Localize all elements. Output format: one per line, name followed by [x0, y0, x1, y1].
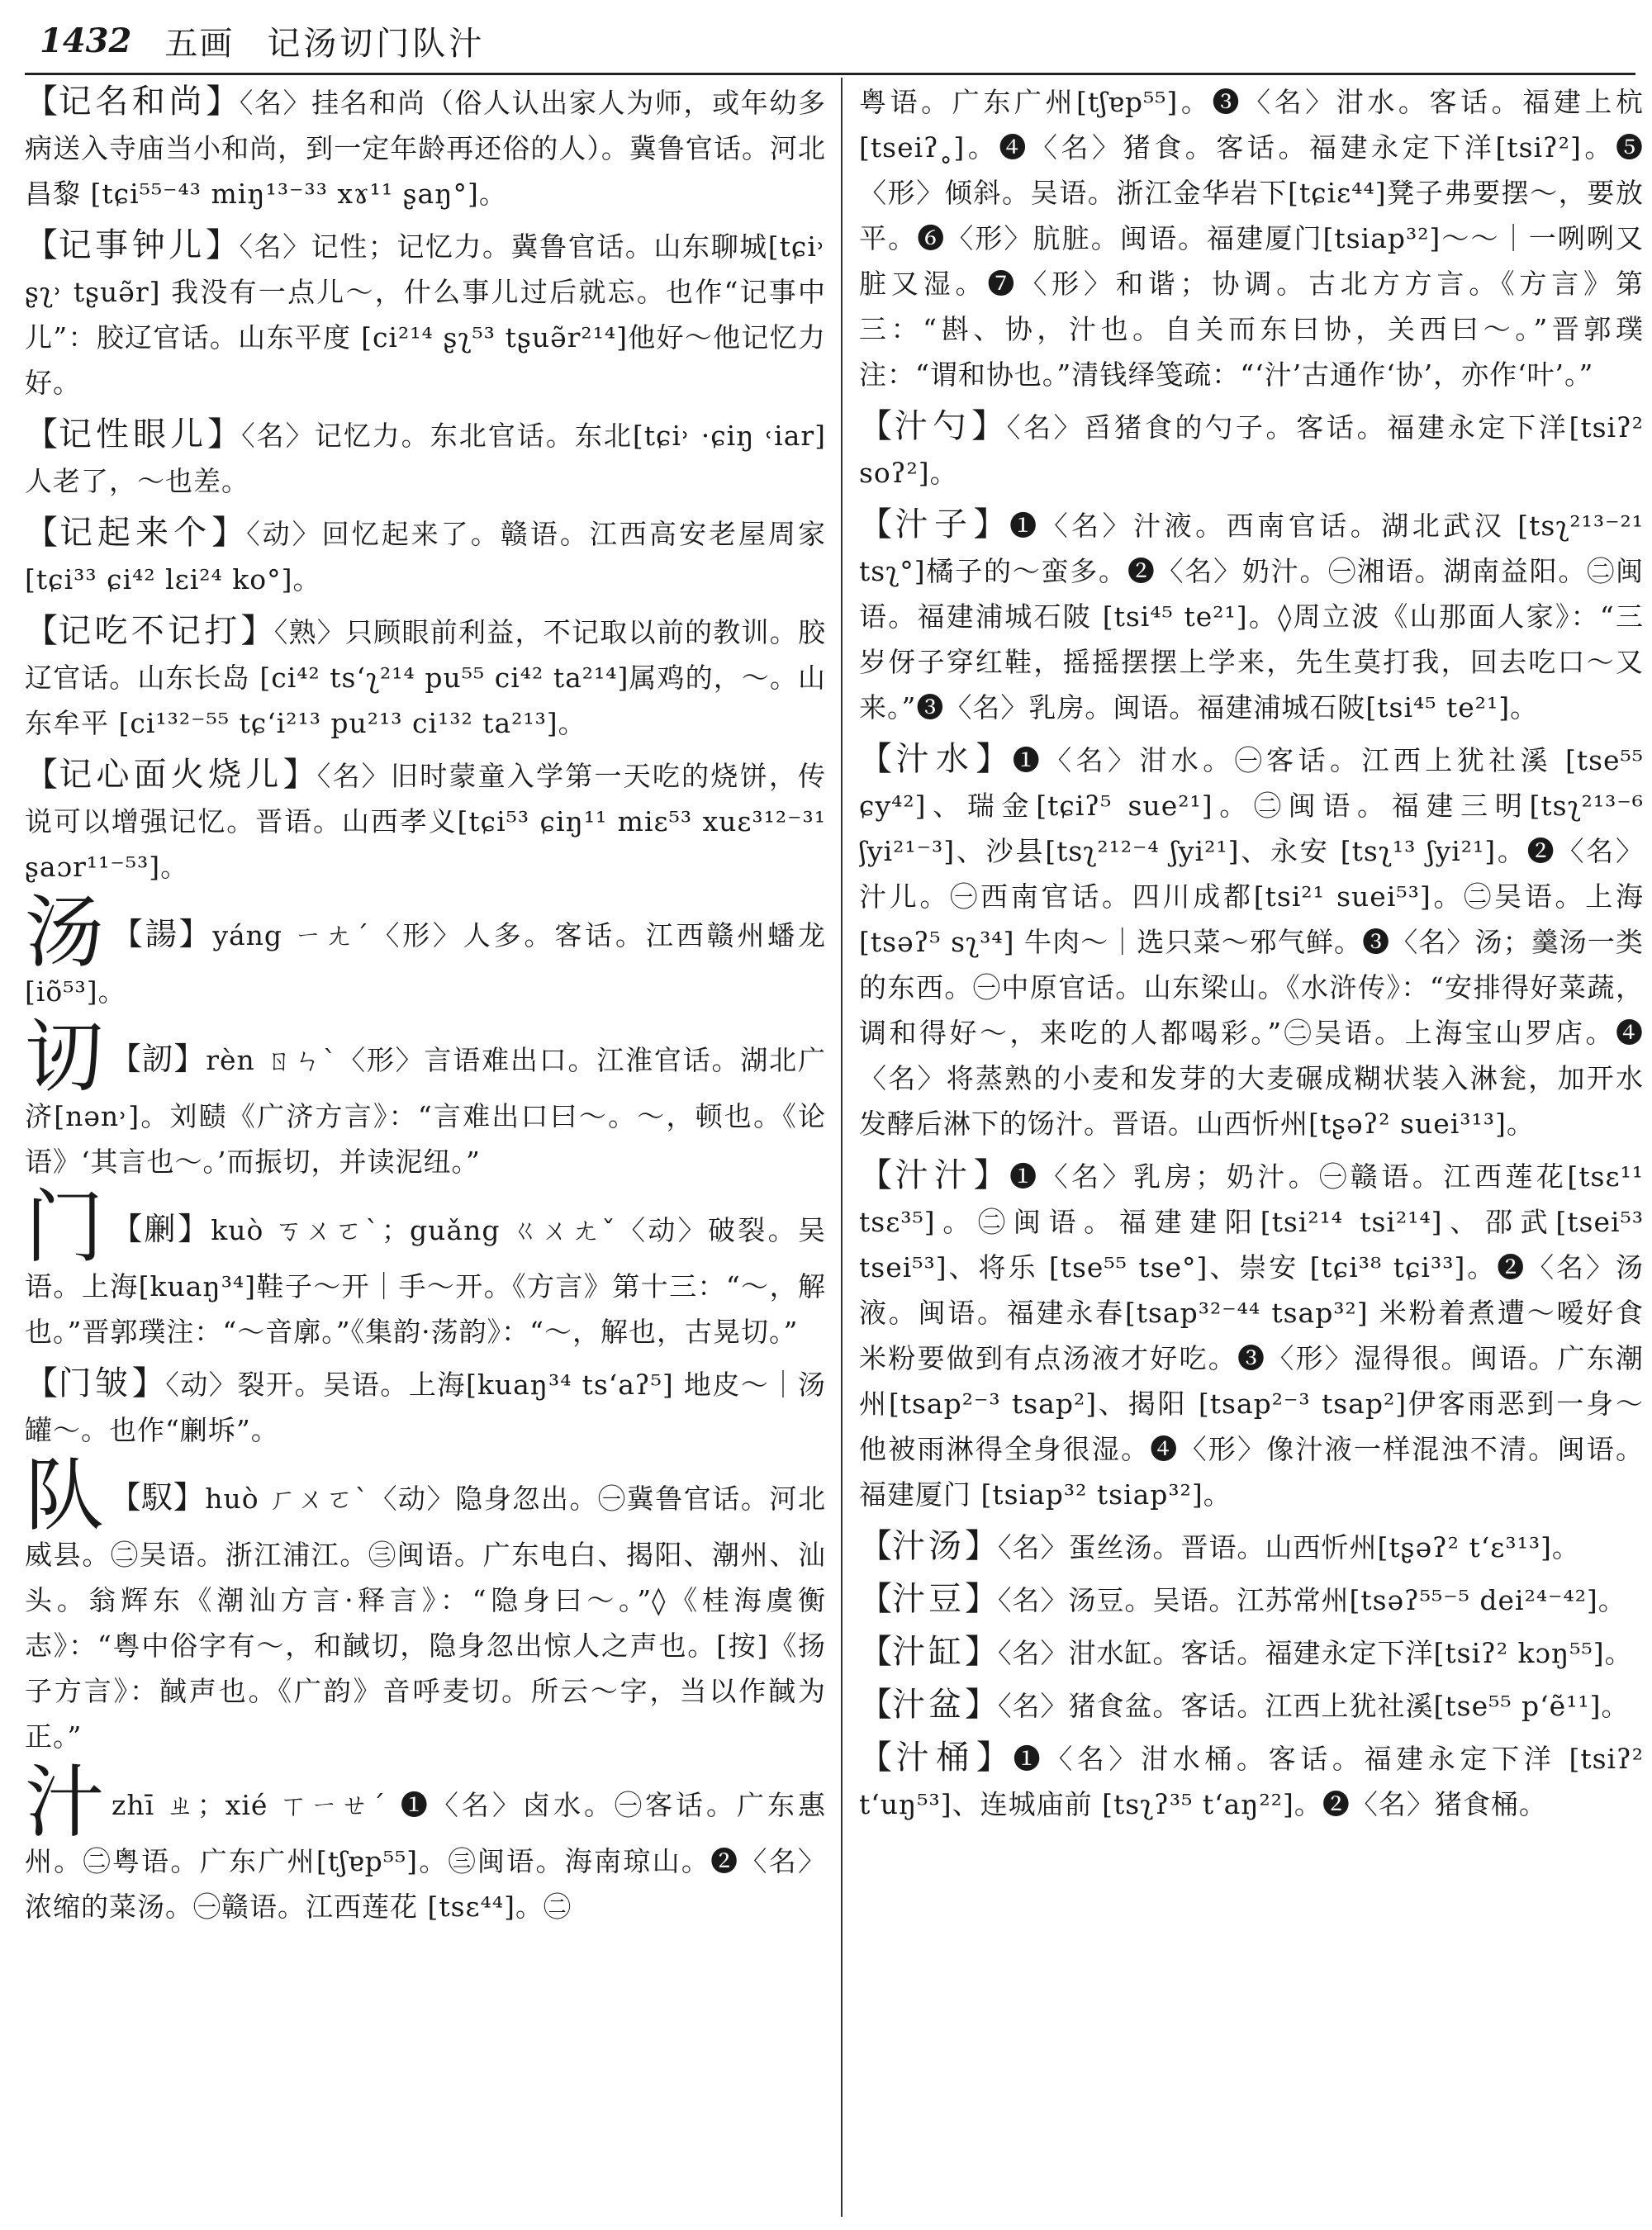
entry-definition: ❶〈名〉乳房；奶汁。㊀赣语。江西莲花[tsɛ¹¹ tsɛ³⁵]。㊁闽语。福建建阳[tsi²¹⁴ tsi²¹⁴]、邵武[tsei⁵³ tsei⁵³]、将乐 [tse⁵⁵ tse°]、崇安 [tɕi³⁸ tɕi³³]。❷〈名〉汤液。闽语。福建永春[tsap³²⁻⁴⁴ tsap³²] 米粉着煮遭～嗳好食米粉要做到有点汤液才好吃。❸〈形〉湿得很。闽语。广东潮州[tsap²⁻³ tsap²]、揭阳 [tsap²⁻³ tsap²]伊客雨恶到一身～他被雨淋得全身很湿。❹〈形〉像汁液一样混浊不清。闽语。福建厦门 [tsiap³² tsiap³²]。	[859, 1160, 1644, 1511]
entry-headword: 汁缸	[892, 1633, 965, 1671]
sub-entry	[25, 609, 826, 746]
entry-definition: 〈动〉裂开。吴语。上海[kuaŋ³⁴ tsʻaʔ⁵] 地皮～｜汤罐～。也作“劆坼”。	[25, 1369, 826, 1446]
close-bracket: 】	[965, 1686, 998, 1724]
entry-definition: 〈名〉旧时蒙童入学第一天吃的烧饼，传说可以增强记忆。晋语。山西孝义[tɕi⁵³ ɕiŋ¹¹ miɛ⁵³ xuɛ³¹²⁻³¹ ʂaɔr¹¹⁻⁵³]。	[25, 760, 826, 883]
sub-entry	[859, 737, 1644, 1146]
entry-headword: 记起来个	[59, 514, 212, 552]
main-entry	[25, 1181, 826, 1355]
close-bracket: 】	[965, 1580, 998, 1618]
close-bracket: 】	[971, 407, 1007, 445]
entry-definition: 〈名〉蛋丝汤。晋语。山西忻州[tʂəʔ² tʻɛ³¹³]。	[998, 1531, 1580, 1563]
entry-headword: 汁汁	[895, 1156, 974, 1194]
close-bracket: 】	[205, 226, 240, 264]
entry-definition: 〈动〉回忆起来了。赣语。江西高安老屋周家[tɕi³³ ɕi⁴² lɛi²⁴ ko°]。	[25, 518, 826, 595]
main-entry	[25, 1756, 826, 1929]
open-bracket: 【	[25, 1364, 59, 1402]
close-bracket: 】	[965, 1633, 998, 1671]
entry-definition: yáng ㄧㄤˊ〈形〉人多。客话。江西赣州蟠龙 [iõ⁵³]。	[25, 919, 826, 1008]
entry-headword: 汁汤	[892, 1527, 965, 1565]
column-divider	[841, 78, 843, 2217]
entry-character: 汤	[25, 886, 107, 979]
right-column	[859, 79, 1644, 2223]
sub-entry	[25, 752, 826, 890]
open-bracket: 【	[859, 1580, 892, 1618]
main-entry	[25, 1011, 826, 1184]
open-bracket: 【	[25, 83, 59, 121]
sub-entry	[25, 510, 826, 602]
character-range: 记汤讱门队汁	[267, 24, 486, 63]
traditional-form: 【訒】	[109, 1041, 206, 1077]
open-bracket: 【	[25, 514, 60, 552]
open-bracket: 【	[859, 505, 895, 543]
entry-definition: huò ㄏㄨㄛˋ〈动〉隐身忽出。㊀冀鲁官话。河北威县。㊁吴语。浙江浦江。㊂闽语。广东电白、揭阳、潮州、汕头。翁辉东《潮汕方言·释言》：“隐身曰～。”◊《桂海虞衡志》：“粤中俗字有～，和馘切，隐身忽出惊人之声也。[按]《扬子方言》：馘声也。《广韵》音呼麦切。所云～字，当以作馘为正。”	[25, 1483, 826, 1753]
entry-definition: 〈名〉记性；记忆力。冀鲁官话。山东聊城[tɕi˒ ʂʅ˒ tʂuə̃r] 我没有一点儿～，什么事儿过后就忘。也作“记事中儿”：胶辽官话。山东平度 [ci²¹⁴ ʂʅ⁵³ tʂuə̃r²¹⁴]他好～他记忆力好。	[25, 230, 826, 399]
entry-headword: 记事钟儿	[58, 226, 206, 264]
close-bracket: 】	[282, 756, 317, 794]
main-entry	[25, 1450, 826, 1759]
open-bracket: 【	[859, 1686, 892, 1724]
entry-character: 汁	[25, 1756, 107, 1848]
entry-headword: 汁水	[895, 740, 976, 778]
entry-definition: kuò ㄎㄨㄛˋ；guǎng ㄍㄨㄤˇ〈动〉破裂。吴语。上海[kuaŋ³⁴]鞋子～开｜手～开。《方言》第十三：“～，解也。”晋郭璞注：“～音廓。”《集韵·荡韵》：“～，解也，古晃切。”	[25, 1214, 826, 1348]
sub-entry	[25, 79, 826, 216]
entry-character: 门	[25, 1181, 107, 1274]
entry-headword: 记吃不记打	[58, 612, 241, 650]
entry-headword: 记名和尚	[58, 83, 206, 121]
page-header	[40, 15, 1652, 66]
sub-entry	[859, 1524, 1644, 1570]
open-bracket: 【	[25, 756, 59, 794]
sub-entry	[859, 1153, 1644, 1517]
entry-definition: 〈名〉记忆力。东北官话。东北[tɕi˒ ·ɕiŋ ˓iar]人老了，～也差。	[25, 420, 826, 497]
main-entry	[25, 886, 826, 1014]
entry-definition: zhī ㄓ；xié ㄒㄧㄝˊ ❶〈名〉卤水。㊀客话。广东惠州。㊁粤语。广东广州[tʃɐp⁵⁵]。㊂闽语。海南琼山。❷〈名〉浓缩的菜汤。㊀赣语。江西莲花 [tsɛ⁴⁴]。㊁	[25, 1789, 826, 1923]
close-bracket: 】	[207, 415, 242, 453]
entry-definition: ❶〈名〉泔水。㊀客话。江西上犹社溪 [tse⁵⁵ ɕy⁴²]、瑞金[tɕiʔ⁵ sue²¹]。㊁闽语。福建三明[tsʅ²¹³⁻⁶ ʃyi²¹⁻³]、沙县[tsʅ²¹²⁻⁴ ʃyi²¹]、永安 [tsʅ¹³ ʃyi²¹]。❷〈名〉汁儿。㊀西南官话。四川成都[tsi²¹ suei⁵³]。㊁吴语。上海[tsəʔ⁵ sʅ³⁴] 牛肉～｜选只菜～邪气鲜。❸〈名〉汤；羹汤一类的东西。㊀中原官话。山东梁山。《水浒传》：“安排得好菜蔬，调和得好～，来吃的人都喝彩。”㊁吴语。上海宝山罗店。❹〈名〉将蒸熟的小麦和发芽的大麦碾成糊状装入淋瓮，加开水发酵后淋下的饧汁。晋语。山西忻州[tʂəʔ² suei³¹³]。	[859, 744, 1644, 1140]
open-bracket: 【	[859, 407, 895, 445]
sub-entry	[859, 1630, 1644, 1676]
traditional-form: 【劆】	[111, 1211, 211, 1247]
close-bracket: 】	[973, 505, 1010, 543]
entry-definition: 〈名〉泔水缸。客话。福建永定下洋[tsiʔ² kɔŋ⁵⁵]。	[998, 1637, 1633, 1669]
open-bracket: 【	[25, 226, 59, 264]
continued-entry	[859, 79, 1644, 397]
close-bracket: 】	[973, 1156, 1010, 1194]
entry-headword: 记心面火烧儿	[59, 756, 283, 794]
entry-headword: 汁子	[895, 505, 974, 543]
entry-definition: 〈名〉挂名和尚（俗人认出家人为师，或年幼多病送入寺庙当小和尚，到一定年龄再还俗的人）。冀鲁官话。河北昌黎 [tɕi⁵⁵⁻⁴³ miŋ¹³⁻³³ xɤ¹¹ ʂaŋ°]。	[25, 87, 826, 210]
entry-character: 队	[25, 1450, 105, 1542]
entry-headword: 汁勺	[894, 407, 972, 445]
close-bracket: 】	[131, 1364, 166, 1402]
page-number: 1432	[40, 21, 132, 60]
sub-entry	[859, 502, 1644, 730]
close-bracket: 】	[211, 514, 247, 552]
sub-entry	[859, 1682, 1644, 1729]
close-bracket: 】	[976, 740, 1013, 778]
left-column	[25, 79, 826, 2223]
sub-entry	[25, 1361, 826, 1453]
open-bracket: 【	[859, 1156, 895, 1194]
open-bracket: 【	[25, 415, 59, 453]
section-title: 五画	[164, 24, 235, 63]
open-bracket: 【	[859, 1633, 892, 1671]
open-bracket: 【	[859, 1739, 896, 1777]
entry-definition: 〈名〉汤豆。吴语。江苏常州[tsəʔ⁵⁵⁻⁵ dei²⁴⁻⁴²]。	[998, 1584, 1626, 1616]
traditional-form: 【馭】	[109, 1479, 206, 1516]
entry-headword: 汁桶	[895, 1739, 976, 1777]
sub-entry	[25, 412, 826, 504]
entry-headword: 汁盆	[892, 1686, 965, 1724]
entry-definition: ❶〈名〉泔水桶。客话。福建永定下洋 [tsiʔ² tʻuŋ⁵³]、连城庙前 [tsʅʔ³⁵ tʻaŋ²²]。❷〈名〉猪食桶。	[859, 1743, 1644, 1820]
entry-definition: 〈名〉猪食盆。客话。江西上犹社溪[tse⁵⁵ pʻẽ¹¹]。	[998, 1690, 1630, 1722]
entry-definition: 粤语。广东广州[tʃɐp⁵⁵]。❸〈名〉泔水。客话。福建上杭[tseiʔ˳]。❹〈名〉猪食。客话。福建永定下洋[tsiʔ²]。❺〈形〉倾斜。吴语。浙江金华岩下[tɕiɛ⁴⁴]凳子弗要摆～，要放平。❻〈形〉肮脏。闽语。福建厦门[tsiap³²]～～｜一咧咧又脏又湿。❼〈形〉和谐；协调。古北方方言。《方言》第三：“斟、协，汁也。自关而东曰协，关西曰～。”晋郭璞注：“谓和协也。”清钱绎笺疏：“‘汁’古通作‘协’，亦作‘叶’。”	[859, 86, 1644, 391]
traditional-form: 【諹】	[111, 916, 213, 952]
entry-definition: ❶〈名〉汁液。西南官话。湖北武汉 [tsʅ²¹³⁻²¹ tsʅ°]橘子的～蛮多。❷〈名〉奶汁。㊀湘语。湖南益阳。㊁闽语。福建浦城石陂 [tsi⁴⁵ te²¹]。◊周立波《山那面人家》：“三岁伢子穿红鞋，摇摇摆摆上学来，先生莫打我，回去吃口～又来。”❸〈名〉乳房。闽语。福建浦城石陂[tsi⁴⁵ te²¹]。	[859, 510, 1644, 724]
sub-entry	[25, 223, 826, 406]
sub-entry	[859, 1735, 1644, 1827]
entry-definition: rèn ㄖㄣˋ〈形〉言语难出口。江淮官话。湖北广济[nən˒]。刘赜《广济方言》：“言难出口曰～。～，顿也。《论语》‘其言也～。’而振切，并读泥纽。”	[25, 1044, 826, 1178]
close-bracket: 】	[206, 83, 240, 121]
close-bracket: 】	[976, 1739, 1014, 1777]
close-bracket: 】	[965, 1527, 998, 1565]
entry-definition: 〈熟〉只顾眼前利益，不记取以前的教训。胶辽官话。山东长岛 [ci⁴² tsʻʅ²¹⁴ pu⁵⁵ ci⁴² ta²¹⁴]属鸡的，～。山东牟平 [ci¹³²⁻⁵⁵ tɕʻi²¹³ pu²¹³ ci¹³² ta²¹³]。	[25, 616, 826, 739]
open-bracket: 【	[859, 1527, 892, 1565]
entry-definition: 〈名〉舀猪食的勺子。客话。福建永定下洋[tsiʔ² soʔ²]。	[859, 411, 1644, 489]
close-bracket: 】	[240, 612, 274, 650]
header-rule	[25, 73, 1635, 75]
sub-entry	[859, 404, 1644, 496]
sub-entry	[859, 1577, 1644, 1623]
entry-headword: 汁豆	[892, 1580, 965, 1618]
open-bracket: 【	[25, 612, 59, 650]
entry-character: 讱	[25, 1011, 105, 1103]
entry-headword: 记性眼儿	[59, 415, 208, 453]
open-bracket: 【	[859, 740, 896, 778]
entry-headword: 门皱	[58, 1364, 132, 1402]
